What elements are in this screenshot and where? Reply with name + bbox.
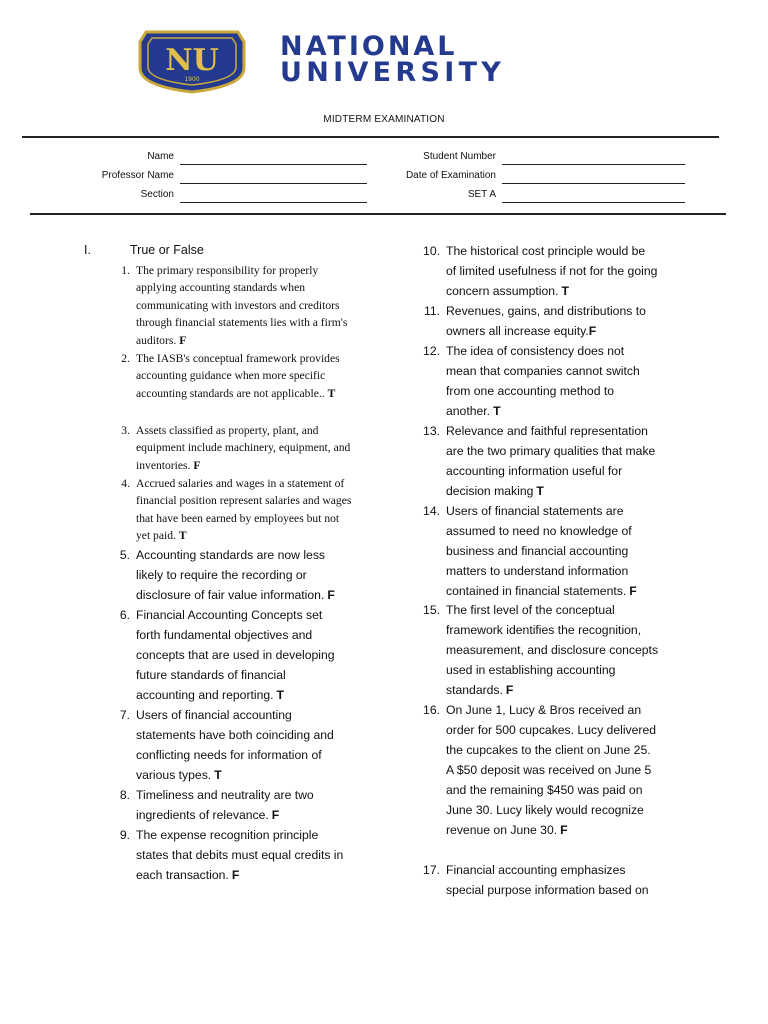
question-item [119, 825, 346, 885]
question-text: Revenues, gains, and distributions to owners all increase equity. [446, 304, 646, 338]
set-field[interactable] [502, 202, 685, 203]
question-text: Financial Accounting Concepts set forth fundamental objectives and concepts that are used in developing future standards of financial accounting and reporting. [136, 608, 335, 702]
question-item [119, 705, 346, 785]
question-number: 15. [423, 603, 440, 617]
header-divider-bottom [30, 213, 726, 215]
question-number: 8. [119, 788, 130, 802]
question-item [119, 545, 346, 605]
question-answer: T [561, 284, 569, 298]
question-text: Accrued salaries and wages in a statement of financial position represent salaries and wages that have been earned by employees but not yet paid. [136, 477, 352, 543]
professor-label: Professor Name [101, 170, 174, 181]
student-number-label-wrap [380, 151, 496, 165]
section-number: I. [84, 243, 91, 257]
date-label-wrap [380, 170, 496, 184]
set-label-wrap [380, 189, 496, 203]
question-text: The IASB's conceptual framework provides accounting guidance when more specific accounting standards are not applicable.. [136, 352, 340, 400]
question-text: Relevance and faithful representation are the two primary qualities that make accounting information useful for decision making [446, 424, 656, 498]
question-answer: T [536, 484, 544, 498]
set-label: SET A [467, 189, 496, 200]
professor-field[interactable] [180, 183, 367, 184]
question-item [423, 241, 658, 301]
question-number: 17. [423, 863, 440, 877]
question-number: 12. [423, 344, 440, 358]
question-text: Timeliness and neutrality are two ingredients of relevance. [136, 788, 314, 822]
section-label-wrap [60, 189, 174, 203]
header-divider-top [22, 136, 719, 138]
question-answer: T [214, 768, 222, 782]
section-title: True or False [130, 243, 204, 257]
question-item [423, 421, 658, 501]
question-text: Assets classified as property, plant, and equipment include machinery, equipment, and inventories. [136, 424, 351, 472]
question-number: 13. [423, 424, 440, 438]
question-number: 16. [423, 703, 440, 717]
question-number: 14. [423, 504, 440, 518]
question-text: Accounting standards are now less likely to require the recording or disclosure of fair value information. [136, 548, 326, 602]
question-number: 4. [121, 477, 130, 490]
student-number-field[interactable] [502, 164, 685, 165]
question-answer: F [505, 683, 514, 697]
question-answer: F [327, 588, 335, 602]
question-item [423, 301, 658, 341]
question-text: The idea of consistency does not mean that companies cannot switch from one accounting method to another. [446, 344, 640, 418]
section-label: Section [140, 189, 174, 200]
question-item [121, 475, 354, 545]
nu-seal-icon [136, 28, 248, 94]
question-answer: F [271, 808, 280, 822]
question-answer: F [179, 333, 187, 347]
question-item [423, 341, 658, 421]
university-name: NATIONAL UNIVERSITY [280, 31, 506, 88]
question-item [423, 700, 660, 840]
question-text: The expense recognition principle states that debits must equal credits in each transaction. [136, 828, 344, 882]
question-answer: T [327, 386, 336, 400]
student-number-label: Student Number [423, 151, 496, 162]
question-answer: F [193, 458, 201, 472]
question-number: 1. [121, 264, 130, 277]
question-number: 3. [121, 424, 130, 437]
professor-label-wrap [60, 170, 174, 184]
question-number: 5. [119, 548, 130, 562]
question-item [121, 422, 354, 474]
svg-text:1900: 1900 [184, 76, 200, 83]
question-item [119, 785, 336, 825]
question-answer: T [493, 404, 501, 418]
question-number: 7. [119, 708, 130, 722]
question-item [423, 600, 660, 700]
question-text: The first level of the conceptual framework identifies the recognition, measurement, and disclosure concepts used in establishing accounting standards. [446, 603, 659, 697]
question-item [119, 605, 346, 705]
question-answer: F [231, 868, 240, 882]
svg-text:NU: NU [165, 43, 219, 78]
question-item [121, 350, 354, 402]
section-field[interactable] [180, 202, 367, 203]
question-item [121, 262, 354, 349]
question-answer: T [178, 529, 187, 543]
question-answer: F [629, 584, 637, 598]
question-text: Financial accounting emphasizes special purpose information based on [446, 863, 649, 897]
date-label: Date of Examination [405, 170, 496, 181]
question-text: The primary responsibility for properly applying accounting standards when communicating with investors and creditors through financial statements lies with a firm's auditors. [136, 264, 348, 347]
question-number: 9. [119, 828, 130, 842]
exam-title: MIDTERM EXAMINATION [323, 114, 445, 125]
question-text: Users of financial accounting statements have both coinciding and conflicting needs for information of various types. [136, 708, 334, 782]
question-answer: T [276, 688, 284, 702]
question-text: The historical cost principle would be of limited usefulness if not for the going concern assumption. [446, 244, 658, 298]
name-field[interactable] [180, 164, 367, 165]
question-text: Users of financial statements are assumed to need no knowledge of business and financial accounting matters to understand information contained in financial statements. [446, 504, 632, 598]
question-answer: F [588, 324, 597, 338]
name-label: Name [147, 151, 174, 162]
question-item [423, 501, 658, 601]
question-text: On June 1, Lucy & Bros received an order for 500 cupcakes. Lucy delivered the cupcakes to the client on June 25. A $50 deposit was received on June 5 and the remaining $450 was paid on June 30. Lucy likely would recognize revenue on June 30. [446, 703, 657, 837]
question-number: 10. [423, 244, 440, 258]
university-logo [136, 28, 596, 94]
question-number: 11. [423, 304, 440, 318]
question-number: 6. [119, 608, 130, 622]
name-label-wrap [60, 151, 174, 165]
date-field[interactable] [502, 183, 685, 184]
question-answer: F [560, 823, 568, 837]
question-item [423, 860, 660, 900]
question-number: 2. [121, 352, 130, 365]
